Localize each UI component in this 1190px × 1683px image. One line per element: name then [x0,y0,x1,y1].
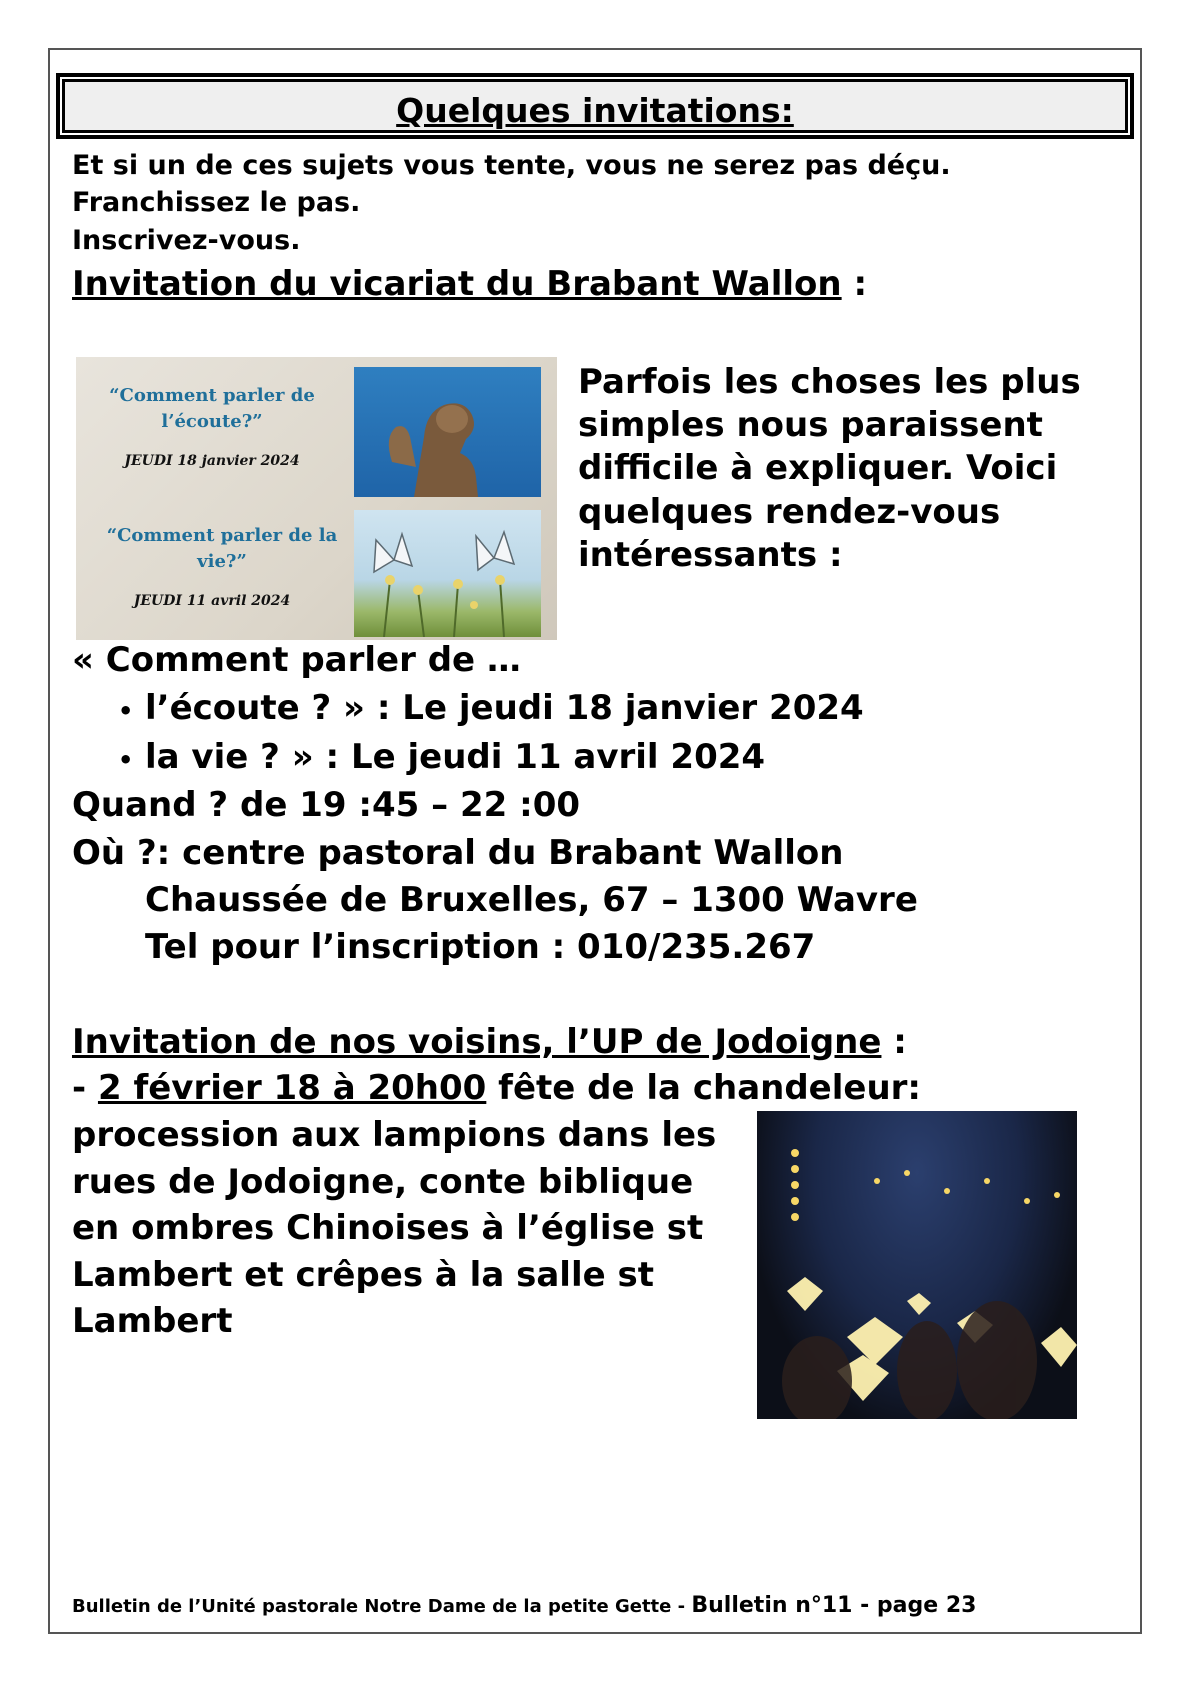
vicariat-phone: Tel pour l’inscription : 010/235.267 [145,927,816,967]
jodoigne-body-3: en ombres Chinoises à l’église st [72,1208,704,1248]
jodoigne-date: 2 février 18 à 20h00 [97,1068,487,1108]
jodoigne-heading-text: Invitation de nos voisins, l’UP de Jodoigne [72,1022,882,1062]
flyer-talk2-title: “Comment parler de la vie?” [106,525,338,572]
jodoigne-date-line [72,1068,921,1108]
page-title: Quelques invitations: [396,91,794,130]
vicariat-when: Quand ? de 19 :45 – 22 :00 [72,785,581,825]
page-footer [72,1593,976,1618]
vicariat-heading-text: Invitation du vicariat du Brabant Wallon [72,264,842,304]
intro-line-1: Et si un de ces sujets vous tente, vous ne serez pas déçu. [72,150,951,181]
lantern-procession-photo [757,1111,1077,1419]
vicariat-side-text-4: quelques rendez-vous [578,492,1001,532]
flyer-talk2-date: JEUDI 11 avril 2024 [133,593,291,609]
intro-line-3: Inscrivez-vous. [72,225,301,256]
vicariat-heading-suffix: : [841,264,868,304]
intro-line-2: Franchissez le pas. [72,187,361,218]
bullet-icon: • [118,697,134,725]
footer-page-number: Bulletin n°11 - page 23 [691,1593,977,1618]
flyer-image [76,357,557,640]
footer-bulletin-name: Bulletin de l’Unité pastorale Notre Dame de la petite Gette - [72,1596,692,1617]
title-box [56,73,1134,139]
jodoigne-body-1: procession aux lampions dans les [72,1115,717,1155]
jodoigne-body-5: Lambert [72,1301,233,1341]
jodoigne-body-2: rues de Jodoigne, conte biblique [72,1162,694,1202]
vicariat-item-1: l’écoute ? » : Le jeudi 18 janvier 2024 [145,688,864,728]
vicariat-side-text-3: difficile à expliquer. Voici [578,448,1058,488]
jodoigne-heading-suffix: : [881,1022,907,1062]
vicariat-heading [72,264,867,304]
vicariat-lead: « Comment parler de … [72,640,521,680]
jodoigne-body-4: Lambert et crêpes à la salle st [72,1255,654,1295]
vicariat-side-text-5: intéressants : [578,535,843,575]
butterflies-photo [354,510,541,637]
vicariat-side-text-2: simples nous paraissent [578,405,1043,445]
statue-photo [354,367,541,497]
vicariat-address: Chaussée de Bruxelles, 67 – 1300 Wavre [145,880,918,920]
flyer-talk1-title: “Comment parler de l’écoute?” [109,385,315,432]
vicariat-item-2: la vie ? » : Le jeudi 11 avril 2024 [145,737,766,777]
bullet-icon: • [118,746,134,774]
flyer-talk1-date: JEUDI 18 janvier 2024 [124,453,300,469]
jodoigne-date-rest: fête de la chandeleur: [486,1068,922,1108]
jodoigne-date-prefix: - [72,1068,98,1108]
jodoigne-heading [72,1022,907,1062]
vicariat-side-text-1: Parfois les choses les plus [578,362,1081,402]
vicariat-where: Où ?: centre pastoral du Brabant Wallon [72,833,844,873]
